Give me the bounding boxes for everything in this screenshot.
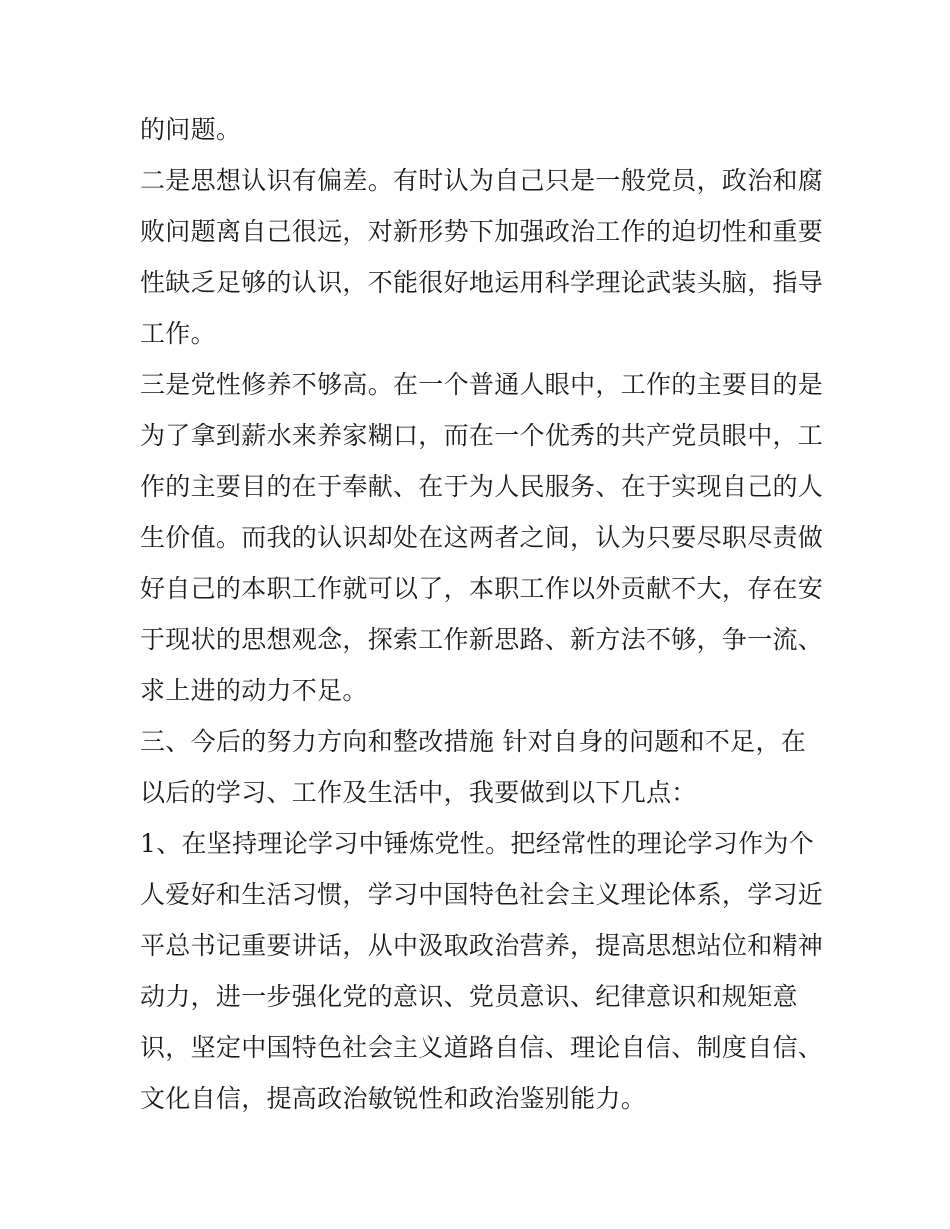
text-line: 败问题离自己很远，对新形势下加强政治工作的迫切性和重要 — [140, 217, 824, 246]
text-line: 作的主要目的在于奉献、在于为人民服务、在于实现自己的人 — [140, 472, 824, 501]
text-line: 识，坚定中国特色社会主义道路自信、理论自信、制度自信、 — [140, 1033, 824, 1062]
text-line: 平总书记重要讲话，从中汲取政治营养，提高思想站位和精神 — [140, 931, 824, 960]
text-line: 动力，进一步强化党的意识、党员意识、纪律意识和规矩意 — [140, 982, 798, 1011]
text-line: 二是思想认识有偏差。有时认为自己只是一般党员，政治和腐 — [140, 166, 824, 195]
text-line: 性缺乏足够的认识，不能很好地运用科学理论武装头脑，指导 — [140, 268, 824, 297]
text-line: 人爱好和生活习惯，学习中国特色社会主义理论体系，学习近 — [140, 880, 824, 909]
text-line: 于现状的思想观念，探索工作新思路、新方法不够，争一流、 — [140, 625, 824, 654]
document-body — [140, 104, 824, 1124]
section-heading-line: 三、今后的努力方向和整改措施 针对自身的问题和不足，在 — [140, 727, 807, 756]
text-line: 以后的学习、工作及生活中，我要做到以下几点： — [140, 778, 697, 807]
text-line: 工作。 — [140, 319, 216, 348]
text-line: 求上进的动力不足。 — [140, 676, 368, 705]
text-line: 三是党性修养不够高。在一个普通人眼中，工作的主要目的是 — [140, 370, 824, 399]
text-line: 好自己的本职工作就可以了，本职工作以外贡献不大，存在安 — [140, 574, 824, 603]
text-line: 的问题。 — [140, 115, 242, 144]
text-line: 生价值。而我的认识却处在这两者之间，认为只要尽职尽责做 — [140, 523, 824, 552]
text-line: 文化自信，提高政治敏锐性和政治鉴别能力。 — [140, 1084, 647, 1113]
text-line: 1、在坚持理论学习中锤炼党性。把经常性的理论学习作为个 — [140, 829, 815, 858]
text-line: 为了拿到薪水来养家糊口，而在一个优秀的共产党员眼中，工 — [140, 421, 824, 450]
